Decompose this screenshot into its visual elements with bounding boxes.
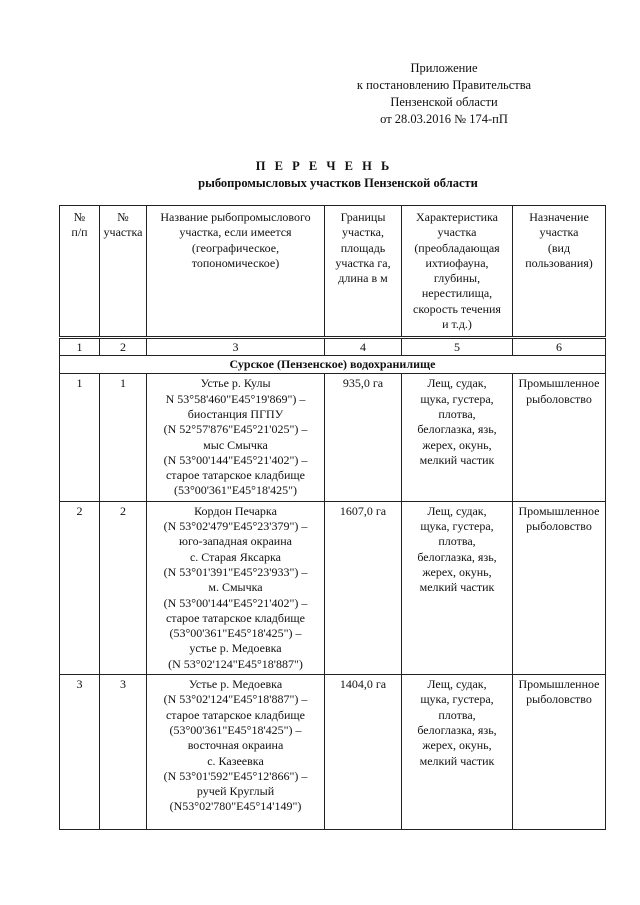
cell-text-line: № <box>73 210 86 224</box>
cell-text-line: Характеристика <box>416 210 498 224</box>
cell-text-line: Промышленное <box>518 376 600 391</box>
column-number: 1 <box>60 338 100 356</box>
appendix-block <box>324 60 564 128</box>
cell-text-line: (N 52°57'876"E45°21'025") – <box>163 422 308 437</box>
plot-number: 3 <box>100 675 147 830</box>
cell-text-line: старое татарское кладбище <box>165 610 305 625</box>
cell-text-line: белоглазка, язь, <box>417 422 497 437</box>
fishing-plots-table <box>59 205 606 830</box>
cell-text-line: Устье р. Кулы <box>200 376 271 391</box>
cell-text-line: и т.д.) <box>442 317 472 332</box>
plot-area: 1607,0 га <box>325 501 402 674</box>
cell-text-line: мелкий частик <box>419 452 495 467</box>
header-cell <box>402 206 513 338</box>
title-line-1: П Е Р Е Ч Е Н Ь <box>255 159 393 173</box>
cell-text-line: пользования) <box>525 255 593 270</box>
column-number: 2 <box>100 338 147 356</box>
header-cell <box>60 206 100 338</box>
appendix-line: к постановлению Правительства <box>356 78 532 92</box>
header-row <box>60 206 606 338</box>
plot-name <box>147 374 325 501</box>
cell-text-line: участка <box>103 225 143 240</box>
cell-text-line: жерех, окунь, <box>422 738 492 753</box>
cell-text-line: (N 53°02'479"E45°23'379") – <box>163 519 308 534</box>
section-title: Сурское (Пензенское) водохранилище <box>60 356 606 374</box>
cell-text-line: Устье р. Медоевка <box>188 677 283 692</box>
appendix-line: от 28.03.2016 № 174-пП <box>380 112 508 126</box>
cell-text-line: Границы <box>340 210 386 224</box>
cell-text-line: белоглазка, язь, <box>417 722 497 737</box>
cell-text-line: плотва, <box>438 707 476 722</box>
cell-text-line: восточная окраина <box>187 738 284 753</box>
cell-text-line: рыболовство <box>526 391 592 406</box>
column-number: 5 <box>402 338 513 356</box>
cell-text-line: участка <box>437 225 477 240</box>
column-number: 4 <box>325 338 402 356</box>
cell-text-line: (N53°02'780"E45°14'149") <box>169 799 302 814</box>
plot-purpose <box>513 675 606 830</box>
cell-text-line: плотва, <box>438 534 476 549</box>
cell-text-line: Кордон Печарка <box>194 503 277 518</box>
cell-text-line: (географическое, <box>191 240 280 255</box>
plot-number: 1 <box>100 374 147 501</box>
column-number: 3 <box>147 338 325 356</box>
cell-text-line: Лещ, судак, <box>427 503 487 518</box>
header-cell <box>100 206 147 338</box>
cell-text-line: рыболовство <box>526 692 592 707</box>
plot-purpose <box>513 501 606 674</box>
cell-text-line: устье р. Медоевка <box>189 641 282 656</box>
cell-text-line: рыболовство <box>526 519 592 534</box>
cell-text-line: нерестилища, <box>421 286 493 301</box>
cell-text-line: мелкий частик <box>419 580 495 595</box>
plot-area: 935,0 га <box>325 374 402 501</box>
cell-text-line: глубины, <box>433 271 481 286</box>
row-number: 1 <box>60 374 100 501</box>
cell-text-line: Промышленное <box>518 677 600 692</box>
cell-text-line: участка, <box>342 225 384 240</box>
cell-text-line: жерех, окунь, <box>422 437 492 452</box>
header-cell <box>325 206 402 338</box>
cell-text-line: с. Старая Яксарка <box>189 549 282 564</box>
cell-text-line: N 53°58'460"E45°19'869") – <box>165 391 306 406</box>
cell-text-line: № <box>117 210 129 224</box>
cell-text-line: плотва, <box>438 406 476 421</box>
column-number: 6 <box>513 338 606 356</box>
cell-text-line: биостанция ПГПУ <box>187 406 284 421</box>
table-row <box>60 501 606 674</box>
cell-text-line: щука, густера, <box>420 692 494 707</box>
column-number-row <box>60 338 606 356</box>
cell-text-line: с. Казеевка <box>207 753 264 768</box>
cell-text-line: участка <box>539 225 579 240</box>
cell-text-line: щука, густера, <box>420 391 494 406</box>
cell-text-line: юго-западная окраина <box>179 534 292 549</box>
plot-name <box>147 675 325 830</box>
section-row <box>60 356 606 374</box>
plot-name <box>147 501 325 674</box>
cell-text-line: старое татарское кладбище <box>165 468 305 483</box>
cell-text-line: белоглазка, язь, <box>417 549 497 564</box>
document-title <box>0 158 640 192</box>
cell-text-line: Лещ, судак, <box>427 376 487 391</box>
appendix-line: Приложение <box>410 61 478 75</box>
row-number: 2 <box>60 501 100 674</box>
cell-text-line: (преобладающая <box>414 240 500 255</box>
cell-text-line: (53°00'361"E45°18'425") – <box>169 722 302 737</box>
row-number: 3 <box>60 675 100 830</box>
cell-text-line: щука, густера, <box>420 519 494 534</box>
plot-number: 2 <box>100 501 147 674</box>
cell-text-line: (N 53°01'592"E45°12'866") – <box>163 768 308 783</box>
cell-text-line: (N 53°02'124"E45°18'887") – <box>163 692 308 707</box>
table-row <box>60 675 606 830</box>
plot-area: 1404,0 га <box>325 675 402 830</box>
cell-text-line: Промышленное <box>518 503 600 518</box>
plot-characteristics <box>402 501 513 674</box>
plot-characteristics <box>402 675 513 830</box>
appendix-line: Пензенской области <box>390 95 498 109</box>
cell-text-line: топономическое) <box>191 255 280 270</box>
cell-text-line: Лещ, судак, <box>427 677 487 692</box>
cell-text-line: (вид <box>547 240 571 255</box>
table-row <box>60 374 606 501</box>
cell-text-line: мелкий частик <box>419 753 495 768</box>
cell-text-line: мыс Смычка <box>203 437 268 452</box>
cell-text-line: длина в м <box>338 271 388 286</box>
cell-text-line: площадь <box>340 240 386 255</box>
cell-text-line: Назначение <box>529 210 589 224</box>
cell-text-line: участка, если имеется <box>179 225 292 240</box>
cell-text-line: (53°00'361"E45°18'425") – <box>169 626 302 641</box>
cell-text-line: жерех, окунь, <box>422 564 492 579</box>
cell-text-line: ручей Круглый <box>196 784 275 799</box>
cell-text-line: ихтиофауна, <box>425 255 489 270</box>
header-cell <box>147 206 325 338</box>
cell-text-line: (N 53°00'144"E45°21'402") – <box>163 452 308 467</box>
cell-text-line: скорость течения <box>413 301 501 316</box>
header-cell <box>513 206 606 338</box>
cell-text-line: (N 53°01'391"E45°23'933") – <box>163 564 308 579</box>
cell-text-line: м. Смычка <box>208 580 263 595</box>
cell-text-line: (53°00'361"E45°18'425") <box>173 483 298 498</box>
cell-text-line: участка га, <box>335 255 391 270</box>
cell-text-line: Название рыбопромыслового <box>160 210 311 224</box>
cell-text-line: (N 53°00'144"E45°21'402") – <box>163 595 308 610</box>
cell-text-line: старое татарское кладбище <box>165 707 305 722</box>
cell-text-line: п/п <box>71 225 88 240</box>
plot-purpose <box>513 374 606 501</box>
title-line-2: рыбопромысловых участков Пензенской области <box>198 176 478 190</box>
plot-characteristics <box>402 374 513 501</box>
cell-text-line: (N 53°02'124"E45°18'887") <box>168 656 303 671</box>
